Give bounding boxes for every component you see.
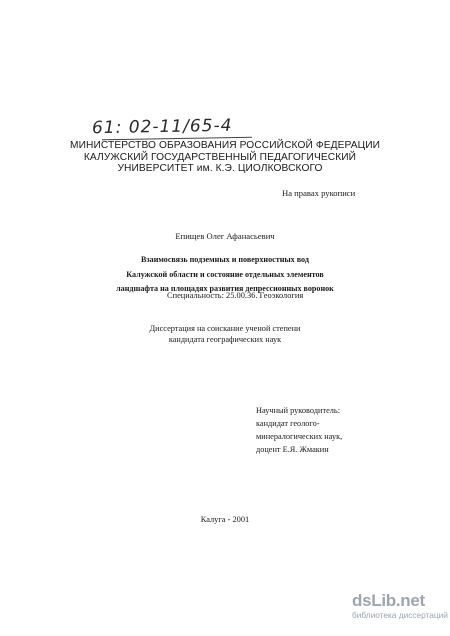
ministry-line: УНИВЕРСИТЕТ им. К.Э. ЦИОЛКОВСКОГО xyxy=(117,163,323,175)
degree-statement xyxy=(0,323,450,345)
city-year: Калуга - 2001 xyxy=(200,515,250,524)
supervisor-line: минералогических наук, xyxy=(256,432,343,441)
ministry-line: МИНИСТЕРСТВО ОБРАЗОВАНИЯ РОССИЙСКОЙ ФЕДЕРАЦИИ xyxy=(70,140,381,151)
degree-line: Диссертация на соискание ученой степени xyxy=(149,324,301,333)
supervisor-line: кандидат геолого- xyxy=(256,419,320,428)
supervisor-line: Научный руководитель: xyxy=(256,406,341,415)
supervisor-line: доцент Е.Я. Жмакин xyxy=(256,445,329,454)
scientific-supervisor xyxy=(256,404,342,456)
degree-line: кандидата географических наук xyxy=(168,335,282,344)
watermark xyxy=(352,591,446,620)
handwritten-catalog-number: 61: 02-11/65-4 xyxy=(91,115,233,139)
ministry-line: КАЛУЖСКИЙ ГОСУДАРСТВЕННЫЙ ПЕДАГОГИЧЕСКИЙ xyxy=(83,151,357,163)
title-line: ландшафта на площадях развития депрессионных воронок xyxy=(116,284,334,294)
specialty: Специальность: 25.00.36. Геоэкология xyxy=(167,291,304,300)
title-line: Калужской области и состояние отдельных элементов xyxy=(126,269,324,279)
title-line: Взаимосвязь подземных и поверхностных вод xyxy=(141,255,309,264)
watermark-subtitle: библиотека диссертаций xyxy=(352,610,448,620)
manuscript-rights-note: На правах рукописи xyxy=(282,188,356,198)
author-name: Епищев Олег Афанасьевич xyxy=(175,231,275,241)
watermark-logo: dsLib.net xyxy=(352,591,425,610)
ministry-header xyxy=(70,140,381,175)
